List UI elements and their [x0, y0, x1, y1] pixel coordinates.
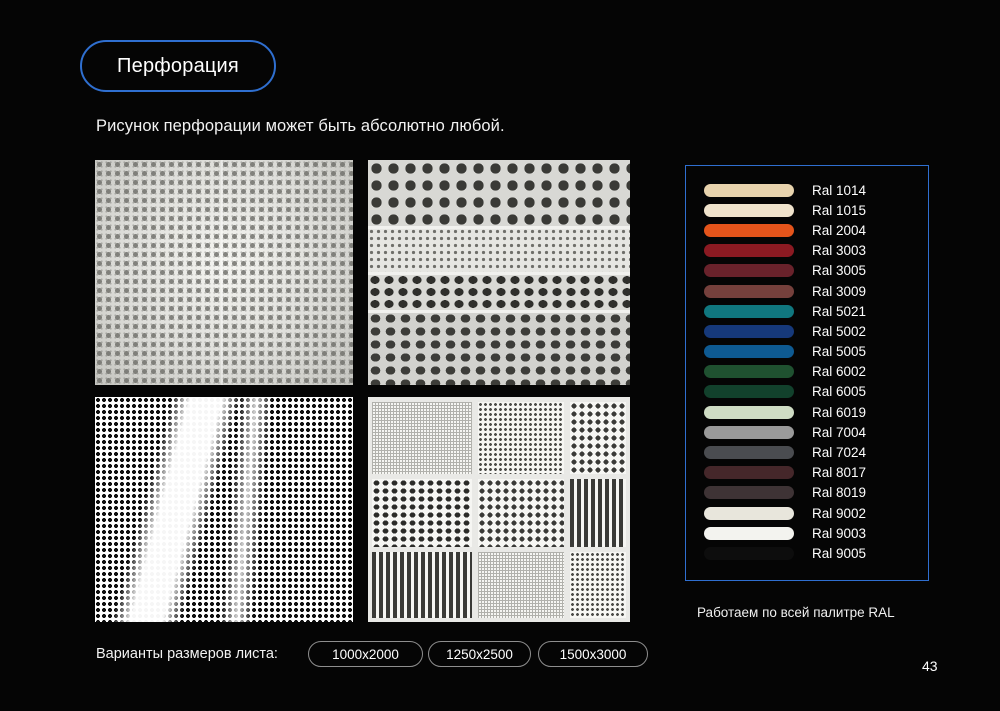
perforation-samples-grid: [95, 160, 630, 622]
sample-2-divider-1: [368, 226, 630, 229]
sample-2-band-4-pattern: [368, 312, 630, 385]
ral-row: [704, 523, 866, 543]
ral-color-name: Ral 1014: [812, 182, 867, 198]
ral-color-swatch: [704, 204, 794, 217]
ral-color-swatch: [704, 507, 794, 520]
sample-4-tile-1-pattern: [372, 402, 472, 474]
sample-2-band-2: [368, 228, 630, 274]
sample-2-divider-3: [368, 310, 630, 313]
sample-4-tile-3-pattern: [570, 402, 626, 474]
ral-row: [704, 503, 866, 523]
sample-4-tile-7-pattern: [372, 552, 472, 618]
sample-image-panel-tiles: [368, 397, 630, 622]
ral-row: [704, 281, 866, 301]
ral-color-swatch: [704, 325, 794, 338]
sample-4-tile-3: [570, 402, 626, 474]
sample-2-band-1: [368, 160, 630, 228]
ral-row: [704, 442, 866, 462]
ral-row: [704, 422, 866, 442]
ral-row: [704, 382, 866, 402]
sample-4-tile-6: [570, 479, 626, 547]
ral-color-swatch: [704, 305, 794, 318]
ral-color-name: Ral 6019: [812, 404, 867, 420]
sample-1-dots: [95, 160, 353, 385]
sample-4-tile-5: [478, 479, 564, 547]
sample-2-divider-2: [368, 272, 630, 275]
sample-4-tile-1: [372, 402, 472, 474]
ral-row: [704, 342, 866, 362]
page-title-pill: [80, 40, 276, 92]
ral-color-name: Ral 3003: [812, 243, 867, 259]
sample-2-band-4: [368, 312, 630, 385]
ral-color-name: Ral 5021: [812, 303, 867, 319]
ral-color-name: Ral 2004: [812, 222, 867, 238]
sample-3-highlight: [95, 397, 353, 622]
ral-row: [704, 483, 866, 503]
ral-color-swatch: [704, 285, 794, 298]
page-title: Перфорация: [117, 54, 239, 77]
ral-caption: Работаем по всей палитре RAL: [697, 605, 895, 620]
sample-4-tile-2: [478, 402, 564, 474]
sample-2-band-2-pattern: [368, 228, 630, 274]
sample-4-tile-9: [570, 552, 626, 618]
sheet-size-option-2[interactable]: 1250x2500: [428, 641, 531, 667]
sample-4-tile-7: [372, 552, 472, 618]
ral-row: [704, 301, 866, 321]
sample-2-band-3: [368, 274, 630, 312]
sample-4-tile-2-pattern: [478, 402, 564, 474]
ral-color-name: Ral 7024: [812, 445, 867, 461]
subtitle-text: Рисунок перфорации может быть абсолютно любой.: [96, 117, 505, 135]
ral-color-name: Ral 8017: [812, 465, 867, 481]
sample-4-tile-5-pattern: [478, 479, 564, 547]
ral-row: [704, 463, 866, 483]
ral-color-name: Ral 8019: [812, 485, 867, 501]
ral-color-name: Ral 6002: [812, 364, 867, 380]
ral-row: [704, 362, 866, 382]
sample-4-tile-8-pattern: [478, 552, 564, 618]
ral-row: [704, 180, 866, 200]
ral-color-swatch: [704, 406, 794, 419]
ral-color-name: Ral 9003: [812, 525, 867, 541]
sample-image-gradient-dots: [95, 160, 353, 385]
ral-color-name: Ral 3009: [812, 283, 867, 299]
sample-4-tile-9-pattern: [570, 552, 626, 618]
sheet-sizes-label: Варианты размеров листа:: [96, 646, 278, 662]
sheet-size-option-1[interactable]: 1000x2000: [308, 641, 423, 667]
sample-4-tile-4: [372, 479, 472, 547]
ral-row: [704, 261, 866, 281]
ral-color-name: Ral 6005: [812, 384, 867, 400]
sample-1-seam: [221, 160, 223, 385]
ral-color-swatch: [704, 224, 794, 237]
ral-color-swatch: [704, 466, 794, 479]
ral-color-name: Ral 5002: [812, 323, 867, 339]
ral-color-swatch: [704, 527, 794, 540]
ral-row: [704, 543, 866, 563]
ral-color-swatch: [704, 365, 794, 378]
sample-2-band-1-pattern: [368, 160, 630, 228]
ral-color-swatch: [704, 446, 794, 459]
ral-row: [704, 200, 866, 220]
sheet-size-option-3[interactable]: 1500x3000: [538, 641, 648, 667]
ral-color-swatch: [704, 345, 794, 358]
ral-color-swatch: [704, 547, 794, 560]
sample-2-band-3-pattern: [368, 274, 630, 312]
ral-color-swatch: [704, 244, 794, 257]
ral-color-swatch: [704, 385, 794, 398]
ral-color-swatch: [704, 486, 794, 499]
ral-color-swatch: [704, 184, 794, 197]
sample-4-tile-8: [478, 552, 564, 618]
ral-row: [704, 402, 866, 422]
sample-image-dark-dot-drape: [95, 397, 353, 622]
ral-row: [704, 321, 866, 341]
ral-color-name: Ral 3005: [812, 263, 867, 279]
sample-4-tile-6-pattern: [570, 479, 626, 547]
ral-color-name: Ral 5005: [812, 344, 867, 360]
ral-list: [704, 180, 866, 564]
sample-image-banded-perforation: [368, 160, 630, 385]
ral-color-name: Ral 1015: [812, 202, 867, 218]
page-number: 43: [922, 658, 938, 674]
ral-color-swatch: [704, 264, 794, 277]
ral-color-name: Ral 9002: [812, 505, 867, 521]
ral-color-name: Ral 7004: [812, 424, 867, 440]
ral-row: [704, 220, 866, 240]
ral-row: [704, 241, 866, 261]
sample-4-tile-4-pattern: [372, 479, 472, 547]
ral-palette-panel: [685, 165, 929, 581]
ral-color-swatch: [704, 426, 794, 439]
ral-color-name: Ral 9005: [812, 545, 867, 561]
